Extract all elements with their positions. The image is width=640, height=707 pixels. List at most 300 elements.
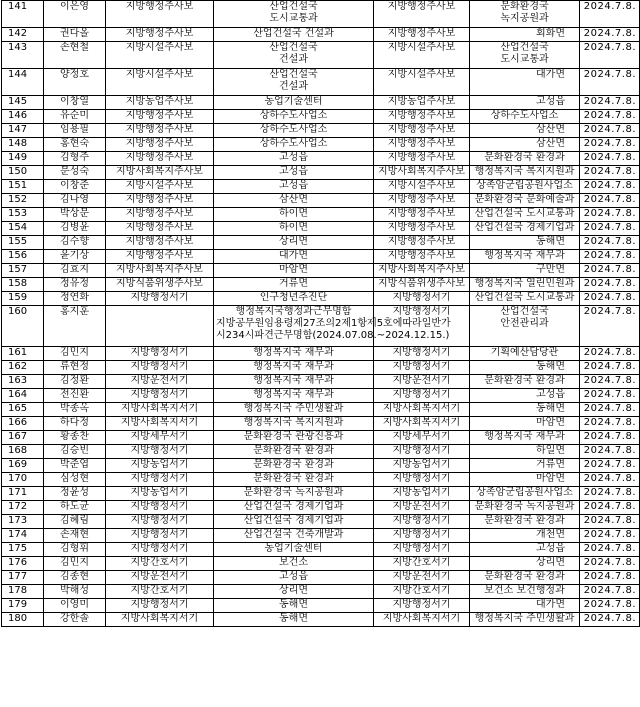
table-row	[2, 292, 640, 306]
new-post-cell	[470, 431, 580, 445]
no-cell: 145	[2, 96, 44, 110]
new-post-cell	[470, 166, 580, 180]
cell-line: 산업건설국 도시교통과	[474, 208, 575, 219]
previous-post-cell	[214, 487, 374, 501]
cell-line: 산업건설국 경제기업과	[243, 501, 344, 512]
date-cell: 2024.7.8.	[580, 473, 640, 487]
grade-cell: 지방사회복지주사보	[106, 264, 214, 278]
new-grade-cell: 지방행정주사보	[374, 208, 470, 222]
new-post-cell	[470, 138, 580, 152]
previous-post-cell	[214, 389, 374, 403]
new-grade-cell: 지방행정주사보	[374, 28, 470, 42]
previous-post-cell	[214, 403, 374, 417]
previous-post-cell	[214, 613, 374, 627]
new-post-cell	[470, 389, 580, 403]
date-cell: 2024.7.8.	[580, 28, 640, 42]
cell-line: 행정복지국 복지지원과	[474, 166, 575, 177]
new-post-cell	[470, 571, 580, 585]
table-row	[2, 42, 640, 69]
grade-cell: 지방간호서기	[106, 585, 214, 599]
date-cell: 2024.7.8.	[580, 110, 640, 124]
new-grade-cell: 지방시설주사보	[374, 180, 470, 194]
date-cell: 2024.7.8.	[580, 431, 640, 445]
cell-line: 산업건설국 건설과	[253, 28, 334, 39]
new-grade-cell: 지방행정서기	[374, 361, 470, 375]
new-post-cell	[470, 501, 580, 515]
grade-cell: 지방행정주사보	[106, 1, 214, 28]
cell-line: 행정복지국 재무과	[253, 375, 334, 386]
cell-line: 회화면	[536, 28, 565, 39]
grade-cell: 지방행정주사보	[106, 28, 214, 42]
previous-post-cell	[214, 124, 374, 138]
no-cell: 177	[2, 571, 44, 585]
table-row	[2, 515, 640, 529]
table-row	[2, 278, 640, 292]
grade-cell: 지방사회복지서기	[106, 417, 214, 431]
new-grade-cell: 지방운전서기	[374, 375, 470, 389]
grade-cell: 지방행정서기	[106, 599, 214, 613]
grade-cell: 지방행정서기	[106, 361, 214, 375]
new-grade-cell: 지방행정서기	[374, 347, 470, 361]
new-post-cell	[470, 236, 580, 250]
no-cell: 155	[2, 236, 44, 250]
date-cell: 2024.7.8.	[580, 445, 640, 459]
cell-line: 보건소 보건행정과	[484, 585, 565, 596]
no-cell: 162	[2, 361, 44, 375]
cell-line: 상족암군립공원사업소	[476, 487, 573, 498]
name-cell: 박상문	[44, 208, 106, 222]
cell-line: 상하수도사업소	[259, 138, 328, 149]
table-row	[2, 1, 640, 28]
grade-cell: 지방농업주사보	[106, 96, 214, 110]
name-cell: 김민지	[44, 557, 106, 571]
new-post-cell	[470, 473, 580, 487]
previous-post-cell	[214, 473, 374, 487]
cell-line: 상리면	[536, 557, 565, 568]
previous-post-cell	[214, 431, 374, 445]
cell-line: 개천면	[536, 529, 565, 540]
new-post-cell	[470, 208, 580, 222]
cell-line: 대가면	[279, 250, 308, 261]
table-row	[2, 28, 640, 42]
grade-cell: 지방사회복지서기	[106, 613, 214, 627]
new-grade-cell: 지방행정서기	[374, 306, 470, 347]
new-post-cell	[470, 264, 580, 278]
cell-line: 행정복지국 열린민원과	[474, 278, 575, 289]
grade-cell: 지방운전서기	[106, 571, 214, 585]
new-post-cell	[470, 361, 580, 375]
new-grade-cell: 지방행정주사보	[374, 250, 470, 264]
name-cell: 김병윤	[44, 222, 106, 236]
grade-cell: 지방행정주사보	[106, 152, 214, 166]
new-post-cell	[470, 347, 580, 361]
new-post-cell	[470, 152, 580, 166]
name-cell: 손현철	[44, 42, 106, 69]
no-cell: 171	[2, 487, 44, 501]
cell-line: 상리면	[279, 236, 308, 247]
cell-line: 동해면	[536, 361, 565, 372]
name-cell: 윤기상	[44, 250, 106, 264]
name-cell: 류현정	[44, 361, 106, 375]
no-cell: 163	[2, 375, 44, 389]
no-cell: 149	[2, 152, 44, 166]
grade-cell: 지방농업서기	[106, 487, 214, 501]
previous-post-cell	[214, 110, 374, 124]
name-cell: 김정환	[44, 375, 106, 389]
cell-line: 건설과	[279, 81, 308, 92]
grade-cell: 지방행정서기	[106, 347, 214, 361]
previous-post-cell	[214, 529, 374, 543]
new-post-cell	[470, 529, 580, 543]
name-cell: 임용필	[44, 124, 106, 138]
new-post-cell	[470, 599, 580, 613]
table-row	[2, 222, 640, 236]
date-cell: 2024.7.8.	[580, 292, 640, 306]
table-row	[2, 403, 640, 417]
previous-post-cell	[214, 557, 374, 571]
cell-line: 기획예산담당관	[490, 347, 559, 358]
date-cell: 2024.7.8.	[580, 124, 640, 138]
cell-line: 농업기술센터	[264, 96, 323, 107]
cell-line: 녹지공원과	[500, 13, 549, 24]
new-grade-cell: 지방사회복지주사보	[374, 264, 470, 278]
name-cell: 양정호	[44, 69, 106, 96]
no-cell: 169	[2, 459, 44, 473]
new-grade-cell: 지방행정서기	[374, 599, 470, 613]
grade-cell: 지방세무서기	[106, 431, 214, 445]
previous-post-cell	[214, 292, 374, 306]
new-post-cell	[470, 180, 580, 194]
previous-post-cell	[214, 445, 374, 459]
no-cell: 166	[2, 417, 44, 431]
cell-line: 행정복지국 재무과	[253, 361, 334, 372]
no-cell: 157	[2, 264, 44, 278]
grade-cell: 지방운전서기	[106, 375, 214, 389]
cell-line: 행정복지국 재무과	[484, 250, 565, 261]
cell-line: 문화환경국 환경과	[484, 571, 565, 582]
name-cell: 김형주	[44, 152, 106, 166]
cell-line: 상하수도사업소	[259, 124, 328, 135]
name-cell: 홍지훈	[44, 306, 106, 347]
previous-post-cell	[214, 138, 374, 152]
name-cell: 김효지	[44, 264, 106, 278]
new-grade-cell: 지방사회복지서기	[374, 613, 470, 627]
table-row	[2, 166, 640, 180]
name-cell: 김승빈	[44, 445, 106, 459]
table-row	[2, 152, 640, 166]
cell-line: 동해면	[279, 599, 308, 610]
date-cell: 2024.7.8.	[580, 403, 640, 417]
grade-cell: 지방행정주사보	[106, 208, 214, 222]
name-cell: 박해성	[44, 585, 106, 599]
new-grade-cell: 지방행정주사보	[374, 124, 470, 138]
previous-post-cell	[214, 194, 374, 208]
date-cell: 2024.7.8.	[580, 557, 640, 571]
grade-cell: 지방시설주사보	[106, 42, 214, 69]
new-grade-cell: 지방행정서기	[374, 445, 470, 459]
personnel-table	[1, 0, 640, 627]
previous-post-cell	[214, 459, 374, 473]
new-grade-cell: 지방행정주사보	[374, 110, 470, 124]
previous-post-cell	[214, 278, 374, 292]
previous-post-cell	[214, 417, 374, 431]
cell-line: 고성읍	[279, 180, 308, 191]
cell-line: 고성읍	[279, 166, 308, 177]
previous-post-cell	[214, 1, 374, 28]
new-grade-cell: 지방농업서기	[374, 487, 470, 501]
cell-line: 거류면	[536, 459, 565, 470]
new-post-cell	[470, 222, 580, 236]
cell-line: 행정복지국 주민생활과	[243, 403, 344, 414]
no-cell: 174	[2, 529, 44, 543]
name-cell: 문성숙	[44, 166, 106, 180]
date-cell: 2024.7.8.	[580, 194, 640, 208]
no-cell: 141	[2, 1, 44, 28]
new-grade-cell: 지방행정서기	[374, 292, 470, 306]
new-grade-cell: 지방사회복지서기	[374, 403, 470, 417]
previous-post-cell	[214, 208, 374, 222]
table-row	[2, 375, 640, 389]
new-post-cell	[470, 445, 580, 459]
date-cell: 2024.7.8.	[580, 361, 640, 375]
date-cell: 2024.7.8.	[580, 222, 640, 236]
date-cell: 2024.7.8.	[580, 208, 640, 222]
table-row	[2, 69, 640, 96]
new-grade-cell: 지방행정서기	[374, 389, 470, 403]
name-cell: 하도균	[44, 501, 106, 515]
no-cell: 144	[2, 69, 44, 96]
previous-post-cell	[214, 501, 374, 515]
new-post-cell	[470, 278, 580, 292]
date-cell: 2024.7.8.	[580, 417, 640, 431]
table-row	[2, 501, 640, 515]
new-grade-cell: 지방운전서기	[374, 501, 470, 515]
grade-cell: 지방행정서기	[106, 529, 214, 543]
previous-post-cell	[214, 250, 374, 264]
cell-line: 문화환경국	[500, 1, 549, 12]
new-grade-cell: 지방행정주사보	[374, 222, 470, 236]
cell-line: 행정복지국 복지지원과	[243, 417, 344, 428]
table-row	[2, 599, 640, 613]
date-cell: 2024.7.8.	[580, 529, 640, 543]
cell-line: 삼산면	[536, 138, 565, 149]
new-grade-cell: 지방간호서기	[374, 585, 470, 599]
grade-cell: 지방행정주사보	[106, 250, 214, 264]
no-cell: 172	[2, 501, 44, 515]
cell-line: 동해면	[279, 613, 308, 624]
new-grade-cell: 지방운전서기	[374, 571, 470, 585]
previous-post-cell	[214, 152, 374, 166]
cell-line: 동해면	[536, 403, 565, 414]
cell-line: 하이면	[279, 208, 308, 219]
grade-cell: 지방시설주사보	[106, 180, 214, 194]
no-cell: 153	[2, 208, 44, 222]
table-row	[2, 487, 640, 501]
previous-post-cell	[214, 28, 374, 42]
previous-post-cell	[214, 585, 374, 599]
date-cell: 2024.7.8.	[580, 501, 640, 515]
date-cell: 2024.7.8.	[580, 264, 640, 278]
date-cell: 2024.7.8.	[580, 613, 640, 627]
name-cell: 김종현	[44, 571, 106, 585]
cell-line: 문화환경국 관광진흥과	[243, 431, 344, 442]
new-post-cell	[470, 543, 580, 557]
new-post-cell	[470, 250, 580, 264]
date-cell: 2024.7.8.	[580, 515, 640, 529]
cell-line: 대가면	[536, 599, 565, 610]
cell-line: 보건소	[279, 557, 308, 568]
previous-post-cell	[214, 571, 374, 585]
name-cell: 강한솔	[44, 613, 106, 627]
cell-line: 구만면	[536, 264, 565, 275]
new-grade-cell: 지방세무서기	[374, 431, 470, 445]
new-post-cell	[470, 96, 580, 110]
grade-cell: 지방행정서기	[106, 445, 214, 459]
name-cell: 정연화	[44, 292, 106, 306]
new-grade-cell: 지방행정주사보	[374, 1, 470, 28]
date-cell: 2024.7.8.	[580, 152, 640, 166]
previous-post-cell	[214, 69, 374, 96]
table-row	[2, 194, 640, 208]
cell-line: 산업건설국	[269, 69, 318, 80]
date-cell: 2024.7.8.	[580, 375, 640, 389]
cell-line: 하일면	[536, 445, 565, 456]
name-cell: 김수향	[44, 236, 106, 250]
table-row	[2, 613, 640, 627]
grade-cell: 지방행정주사보	[106, 222, 214, 236]
cell-line: 산업건설국	[500, 42, 549, 53]
grade-cell: 지방행정주사보	[106, 124, 214, 138]
name-cell: 김민지	[44, 347, 106, 361]
name-cell: 정유정	[44, 278, 106, 292]
no-cell: 159	[2, 292, 44, 306]
table-row	[2, 361, 640, 375]
new-grade-cell: 지방행정서기	[374, 515, 470, 529]
previous-post-cell	[214, 347, 374, 361]
cell-line: 동해면	[536, 236, 565, 247]
table-row	[2, 543, 640, 557]
cell-line: 산업건설국	[500, 306, 549, 317]
date-cell: 2024.7.8.	[580, 69, 640, 96]
grade-cell: 지방식품위생주사보	[106, 278, 214, 292]
cell-line: 인구청년추진단	[259, 292, 328, 303]
name-cell: 황종찬	[44, 431, 106, 445]
no-cell: 147	[2, 124, 44, 138]
no-cell: 179	[2, 599, 44, 613]
previous-post-cell	[214, 515, 374, 529]
name-cell: 이영미	[44, 599, 106, 613]
grade-cell: 지방간호서기	[106, 557, 214, 571]
grade-cell: 지방행정서기	[106, 473, 214, 487]
grade-cell: 지방행정서기	[106, 292, 214, 306]
no-cell: 176	[2, 557, 44, 571]
name-cell: 김나영	[44, 194, 106, 208]
new-post-cell	[470, 417, 580, 431]
new-post-cell	[470, 487, 580, 501]
table-row	[2, 96, 640, 110]
previous-post-cell	[214, 166, 374, 180]
table-row	[2, 585, 640, 599]
no-cell: 146	[2, 110, 44, 124]
date-cell: 2024.7.8.	[580, 459, 640, 473]
grade-cell: 지방행정주사보	[106, 138, 214, 152]
name-cell: 홍현숙	[44, 138, 106, 152]
table-row	[2, 110, 640, 124]
table-row	[2, 445, 640, 459]
date-cell: 2024.7.8.	[580, 1, 640, 28]
date-cell: 2024.7.8.	[580, 599, 640, 613]
table-row	[2, 473, 640, 487]
no-cell: 142	[2, 28, 44, 42]
cell-line: 문화환경국 환경과	[484, 515, 565, 526]
cell-line: 문화환경국 녹지공원과	[243, 487, 344, 498]
cell-line: 문화환경국 녹지공원과	[474, 501, 575, 512]
cell-line: 상하수도사업소	[259, 110, 328, 121]
cell-line: 산업건설국	[269, 1, 318, 12]
new-grade-cell: 지방시설주사보	[374, 42, 470, 69]
cell-line: 문화환경국 환경과	[253, 445, 334, 456]
grade-cell: 지방사회복지서기	[106, 403, 214, 417]
no-cell: 167	[2, 431, 44, 445]
no-cell: 173	[2, 515, 44, 529]
name-cell: 이창준	[44, 180, 106, 194]
no-cell: 161	[2, 347, 44, 361]
new-post-cell	[470, 28, 580, 42]
no-cell: 160	[2, 306, 44, 347]
new-post-cell	[470, 292, 580, 306]
no-cell: 143	[2, 42, 44, 69]
table-row	[2, 236, 640, 250]
date-cell: 2024.7.8.	[580, 543, 640, 557]
date-cell: 2024.7.8.	[580, 180, 640, 194]
previous-post-cell	[214, 599, 374, 613]
no-cell: 178	[2, 585, 44, 599]
no-cell: 148	[2, 138, 44, 152]
new-post-cell	[470, 375, 580, 389]
date-cell: 2024.7.8.	[580, 96, 640, 110]
date-cell: 2024.7.8.	[580, 306, 640, 347]
table-row	[2, 264, 640, 278]
previous-post-cell	[214, 236, 374, 250]
table-row	[2, 571, 640, 585]
new-post-cell	[470, 1, 580, 28]
grade-cell: 지방행정주사보	[106, 110, 214, 124]
name-cell: 정윤성	[44, 487, 106, 501]
cell-line: 마암면	[536, 417, 565, 428]
cell-line: 마암면	[279, 264, 308, 275]
name-cell: 박종옥	[44, 403, 106, 417]
new-grade-cell: 지방행정주사보	[374, 138, 470, 152]
table-row	[2, 557, 640, 571]
cell-line: 고성읍	[536, 389, 565, 400]
cell-line: 산업건설국 경제기업과	[243, 515, 344, 526]
name-cell: 심성현	[44, 473, 106, 487]
grade-cell: 지방행정서기	[106, 515, 214, 529]
name-cell: 이은영	[44, 1, 106, 28]
cell-line: 행정복지국행정과근무명함	[235, 306, 352, 317]
cell-line: 행정복지국 주민생활과	[474, 613, 575, 624]
cell-line: 시234시파견근무명함(2024.07.08.~2024.12.15.)	[216, 330, 450, 341]
no-cell: 156	[2, 250, 44, 264]
date-cell: 2024.7.8.	[580, 571, 640, 585]
no-cell: 175	[2, 543, 44, 557]
table-row	[2, 208, 640, 222]
no-cell: 150	[2, 166, 44, 180]
new-grade-cell: 지방사회복지주사보	[374, 166, 470, 180]
name-cell: 손재현	[44, 529, 106, 543]
new-post-cell	[470, 194, 580, 208]
grade-cell: 지방행정주사보	[106, 236, 214, 250]
